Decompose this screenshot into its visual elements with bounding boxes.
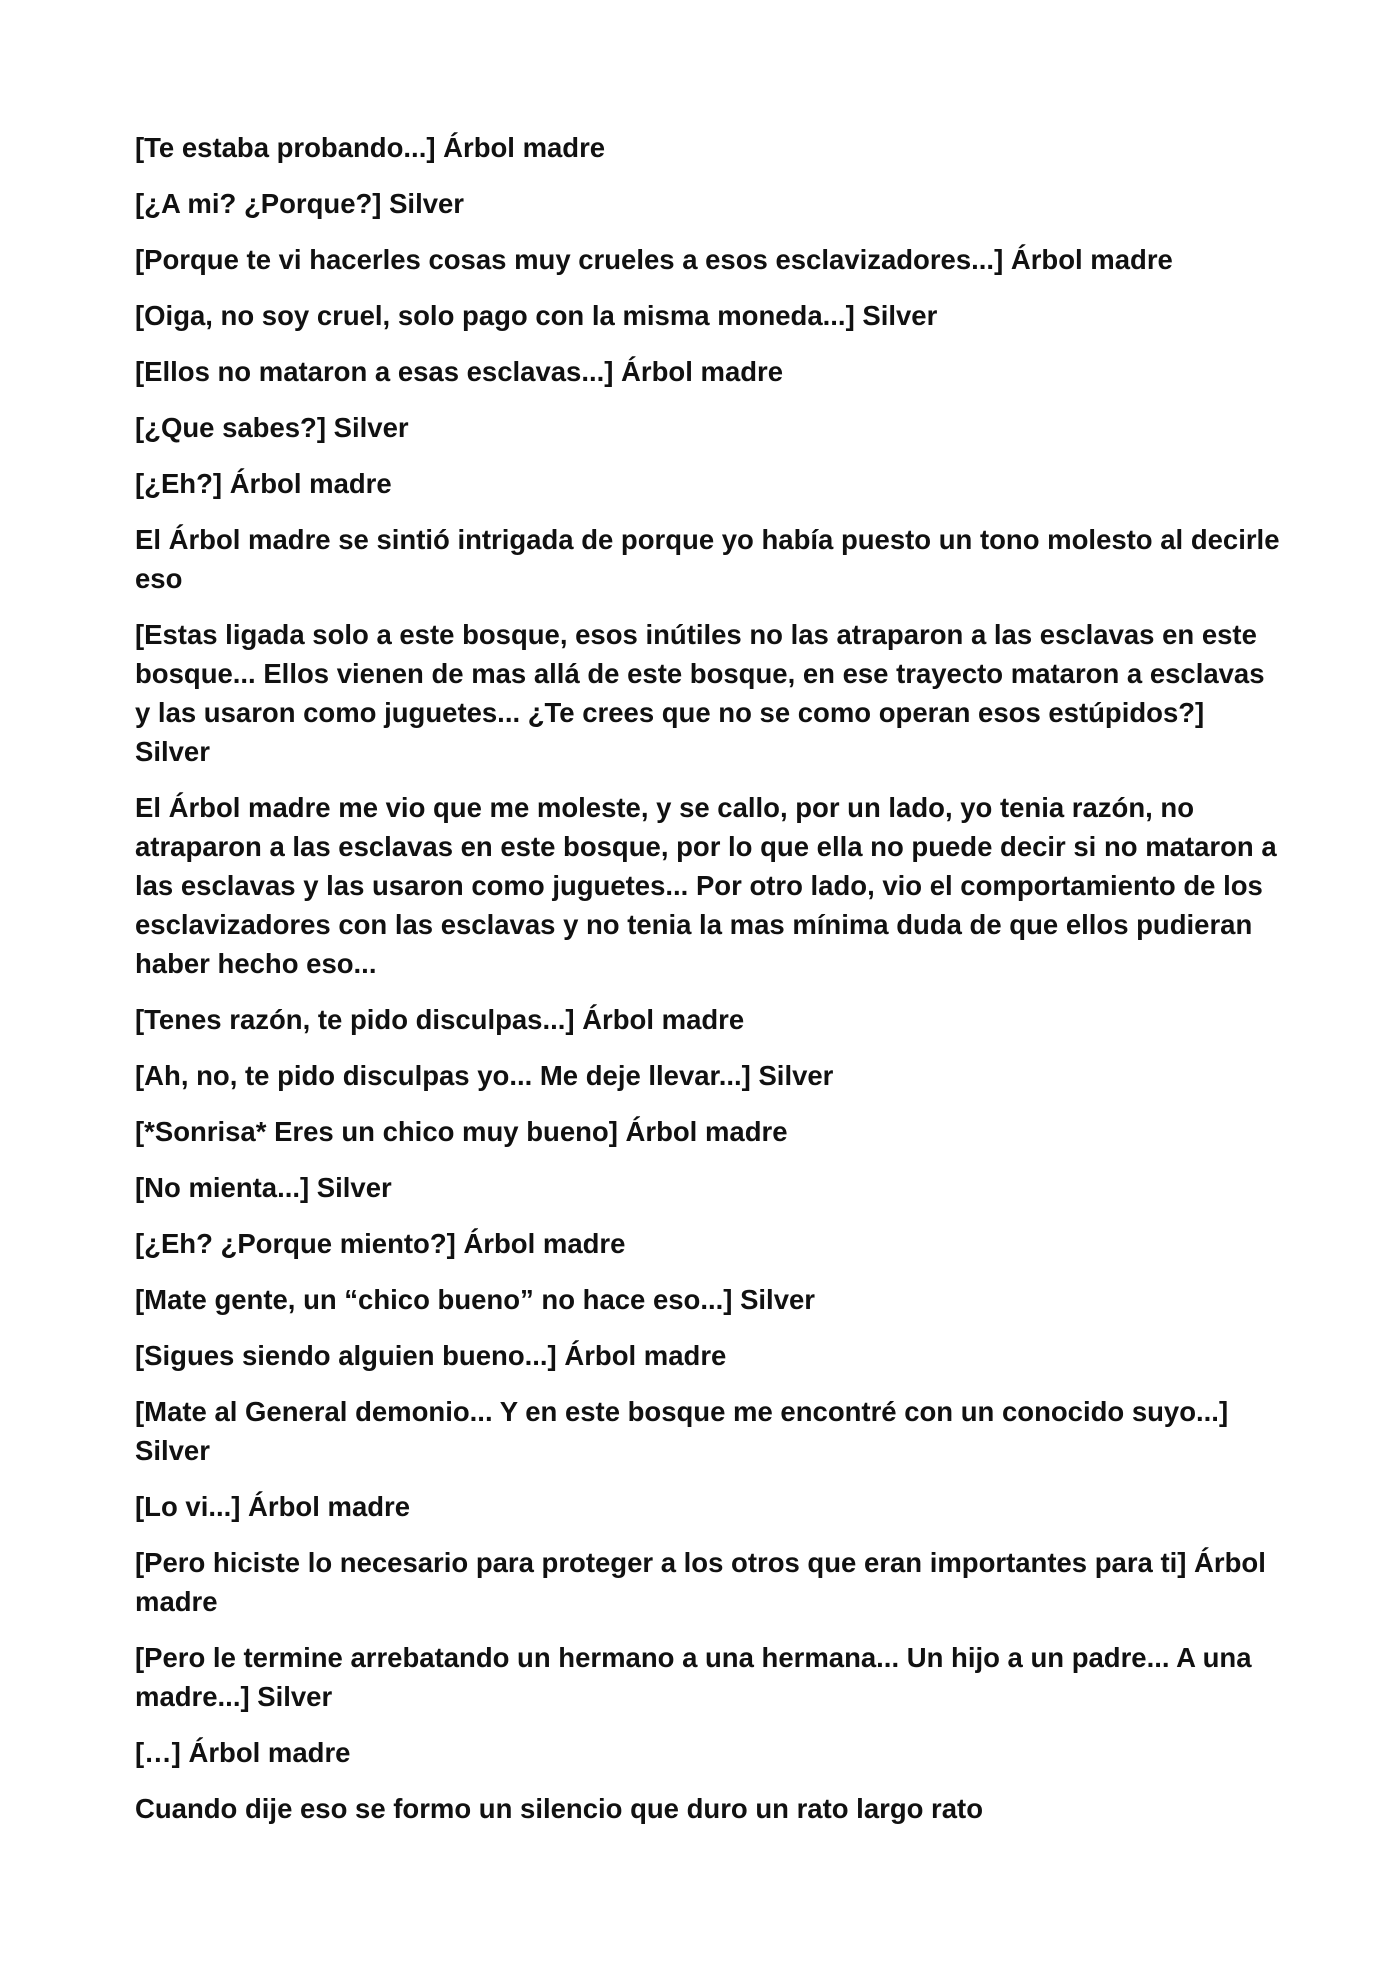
paragraph: [Te estaba probando...] Árbol madre xyxy=(135,132,606,163)
paragraph: [¿Eh?] Árbol madre xyxy=(135,468,392,499)
paragraph: [Pero le termine arrebatando un hermano a una hermana... Un hijo a un padre... A una madre...] Silver xyxy=(135,1642,1252,1712)
paragraph: [Sigues siendo alguien bueno...] Árbol madre xyxy=(135,1340,727,1371)
paragraph: [Mate al General demonio... Y en este bosque me encontré con un conocido suyo...] Silver xyxy=(135,1396,1229,1466)
paragraph: [Porque te vi hacerles cosas muy crueles a esos esclavizadores...] Árbol madre xyxy=(135,244,1173,275)
paragraph: […] Árbol madre xyxy=(135,1737,351,1768)
paragraph: [¿Que sabes?] Silver xyxy=(135,412,409,443)
paragraph: [¿A mi? ¿Porque?] Silver xyxy=(135,188,465,219)
paragraph: [¿Eh? ¿Porque miento?] Árbol madre xyxy=(135,1228,626,1259)
document-page xyxy=(135,128,1285,1845)
paragraph: [*Sonrisa* Eres un chico muy bueno] Árbol madre xyxy=(135,1116,788,1147)
paragraph: Cuando dije eso se formo un silencio que duro un rato largo rato xyxy=(135,1793,984,1824)
paragraph: [Mate gente, un “chico bueno” no hace eso...] Silver xyxy=(135,1284,815,1315)
paragraph: [Ah, no, te pido disculpas yo... Me deje llevar...] Silver xyxy=(135,1060,834,1091)
paragraph: [No mienta...] Silver xyxy=(135,1172,392,1203)
paragraph: El Árbol madre me vio que me moleste, y se callo, por un lado, yo tenia razón, no atraparon a las esclavas en este bosque, por lo que ella no puede decir si no mataron a las esclavas y las usaron como juguetes... Por otro lado, vio el comportamiento de los esclavizadores con las esclavas y no tenia la mas mínima duda de que ellos pudieran haber hecho eso... xyxy=(135,792,1277,979)
paragraph: [Tenes razón, te pido disculpas...] Árbol madre xyxy=(135,1004,745,1035)
paragraph: [Ellos no mataron a esas esclavas...] Árbol madre xyxy=(135,356,784,387)
paragraph: [Estas ligada solo a este bosque, esos inútiles no las atraparon a las esclavas en este bosque... Ellos vienen de mas allá de este bosque, en ese trayecto mataron a esclavas y las usaron como juguetes... ¿Te crees que no se como operan esos estúpidos?] Silver xyxy=(135,619,1265,767)
paragraph: [Lo vi...] Árbol madre xyxy=(135,1491,411,1522)
paragraph: [Oiga, no soy cruel, solo pago con la misma moneda...] Silver xyxy=(135,300,938,331)
paragraph: El Árbol madre se sintió intrigada de porque yo había puesto un tono molesto al decirle eso xyxy=(135,524,1280,594)
paragraph: [Pero hiciste lo necesario para proteger a los otros que eran importantes para ti] Árbol madre xyxy=(135,1547,1266,1617)
